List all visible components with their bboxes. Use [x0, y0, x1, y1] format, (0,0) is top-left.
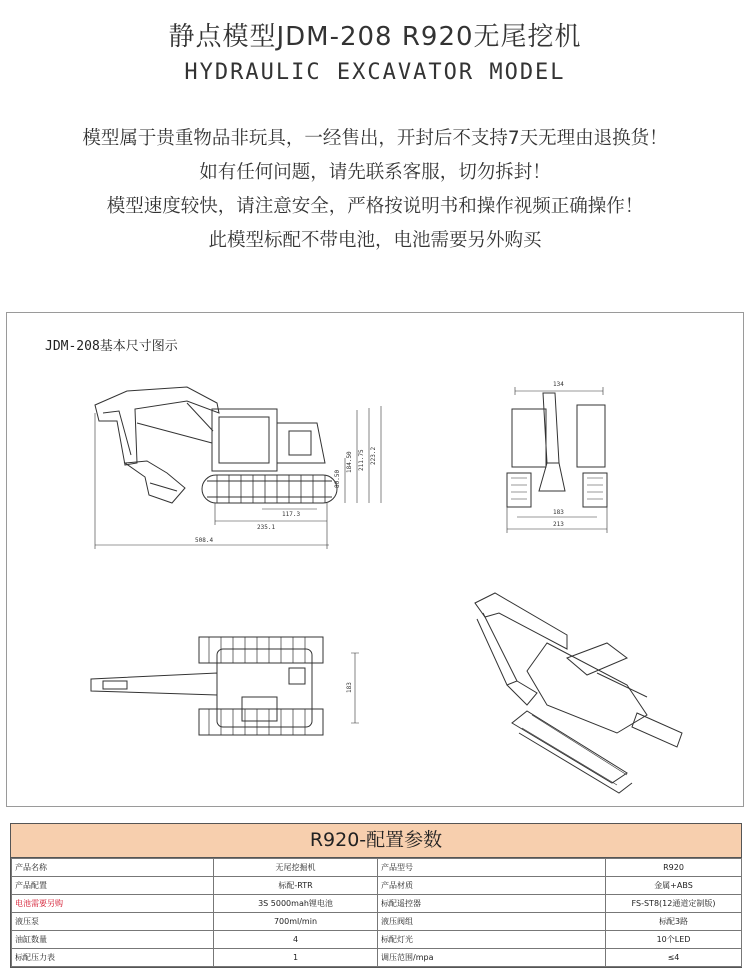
- spec-value: FS-ST8(12通道定制版): [606, 895, 742, 913]
- dim-side-h1: 80.50: [334, 469, 341, 488]
- spec-key: 电池需要另购: [12, 895, 214, 913]
- dim-side-h4: 223.2: [370, 446, 377, 465]
- spec-value: 4: [214, 931, 378, 949]
- notice-line: 此模型标配不带电池，电池需要另外购买: [208, 230, 542, 251]
- spec-key: 调压范围/mpa: [378, 949, 606, 967]
- notice-block: [0, 122, 750, 258]
- isometric-view: [475, 593, 682, 793]
- excavator-drawing: [7, 313, 743, 806]
- spec-value: 金属+ABS: [606, 877, 742, 895]
- notice-line: 如有任何问题，请先联系客服，切勿拆封！: [199, 162, 551, 183]
- spec-value: ≤4: [606, 949, 742, 967]
- spec-value: R920: [606, 859, 742, 877]
- dim-front-top: 134: [553, 381, 564, 388]
- spec-value: 无尾挖掘机: [214, 859, 378, 877]
- spec-row: [12, 949, 742, 967]
- spec-value: 1: [214, 949, 378, 967]
- page-title: 静点模型JDM-208 R920无尾挖机: [168, 22, 582, 52]
- spec-key: 标配灯光: [378, 931, 606, 949]
- spec-row: [12, 877, 742, 895]
- dim-side-w1: 117.3: [282, 511, 301, 518]
- notice-line: 模型属于贵重物品非玩具，一经售出，开封后不支持7天无理由退换货！: [82, 128, 668, 149]
- spec-value: 3S 5000mah锂电池: [214, 895, 378, 913]
- side-view: [95, 387, 381, 549]
- spec-key: 标配压力表: [12, 949, 214, 967]
- dim-front-w1: 183: [553, 509, 564, 516]
- front-view: [507, 381, 607, 533]
- drawing-label: JDM-208基本尺寸图示: [45, 339, 178, 354]
- spec-key: 产品型号: [378, 859, 606, 877]
- spec-value: 10个LED: [606, 931, 742, 949]
- spec-key: 产品材质: [378, 877, 606, 895]
- spec-table: [10, 823, 742, 968]
- dimension-drawing: [6, 312, 744, 807]
- spec-row: [12, 931, 742, 949]
- dim-top-h: 183: [346, 682, 353, 693]
- spec-row: [12, 859, 742, 877]
- spec-value: 700ml/min: [214, 913, 378, 931]
- dim-front-w2: 213: [553, 521, 564, 528]
- spec-value: 标配3路: [606, 913, 742, 931]
- spec-key: 液压阀组: [378, 913, 606, 931]
- spec-grid: [11, 858, 742, 967]
- notice-line: 模型速度较快，请注意安全，严格按说明书和操作视频正确操作！: [106, 196, 644, 217]
- spec-key: 液压泵: [12, 913, 214, 931]
- spec-key: 产品名称: [12, 859, 214, 877]
- spec-row: [12, 895, 742, 913]
- dim-side-h3: 211.75: [358, 449, 365, 471]
- spec-row: [12, 913, 742, 931]
- spec-value: 标配-RTR: [214, 877, 378, 895]
- page-subtitle: HYDRAULIC EXCAVATOR MODEL: [184, 60, 566, 85]
- dim-side-w3: 508.4: [195, 537, 214, 544]
- top-view: [91, 637, 359, 735]
- dim-side-w2: 235.1: [257, 524, 276, 531]
- dim-side-h2: 184.50: [346, 451, 353, 473]
- spec-key: 产品配置: [12, 877, 214, 895]
- spec-key: 油缸数量: [12, 931, 214, 949]
- spec-key: 标配遥控器: [378, 895, 606, 913]
- spec-title: R920-配置参数: [11, 824, 741, 858]
